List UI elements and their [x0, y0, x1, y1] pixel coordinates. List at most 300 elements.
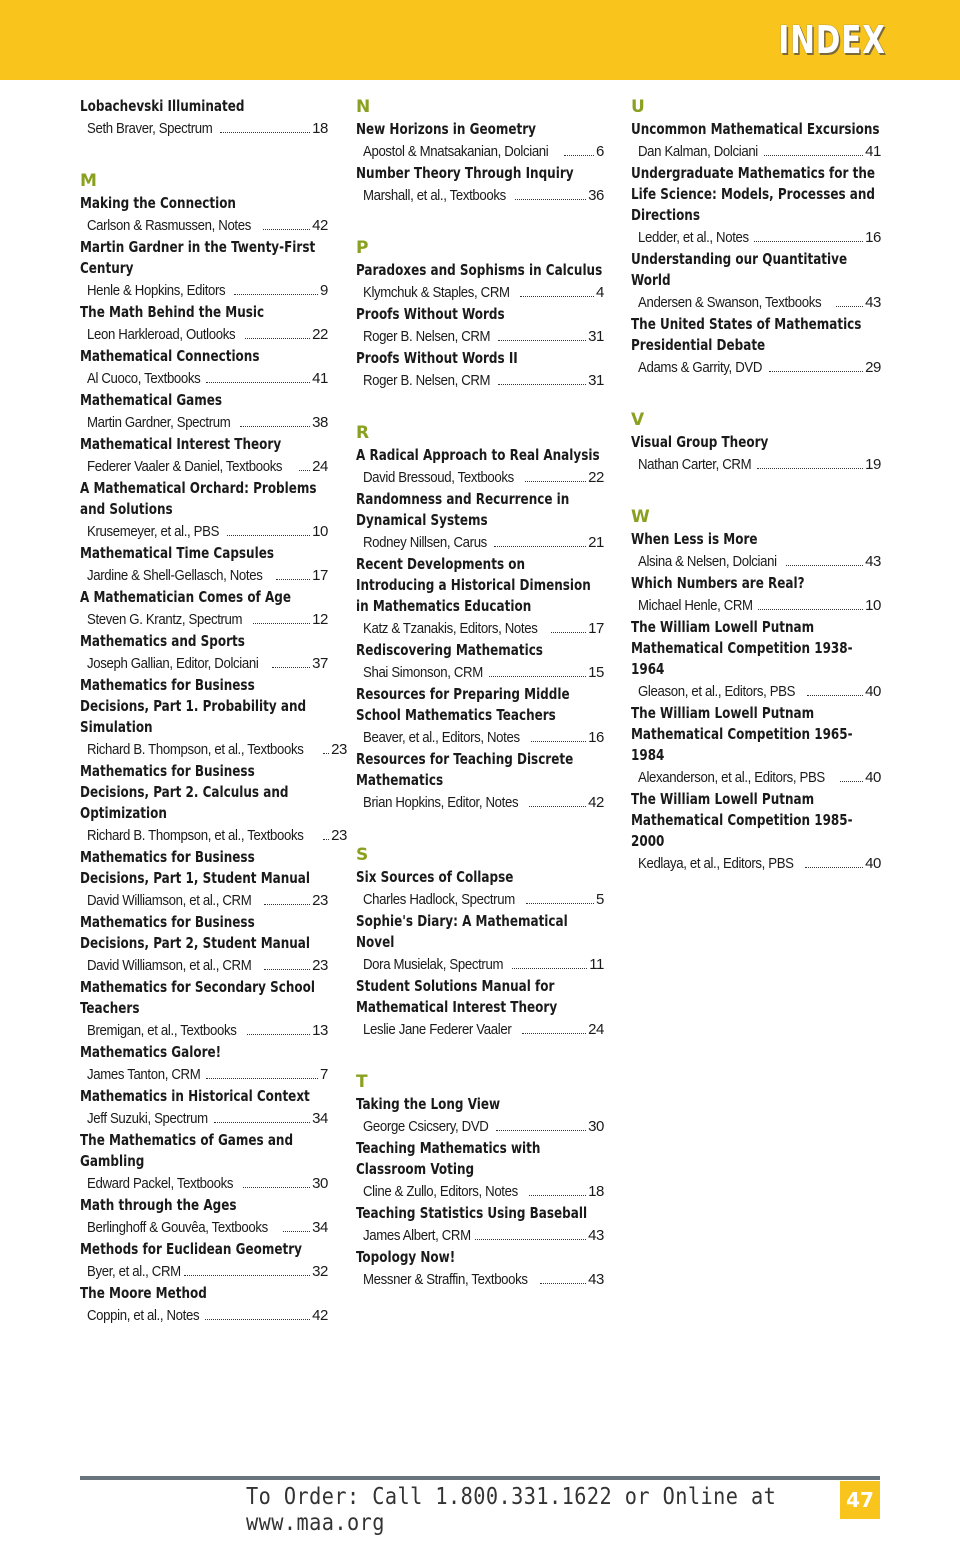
entry-title: Mathematics in Historical Context: [80, 1087, 310, 1105]
entry-title: Recent Developments on Introducing a Historical Dimension in Mathematics Education: [356, 555, 591, 615]
dot-leader: [264, 969, 310, 970]
entry-author: Leslie Jane Federer Vaaler: [363, 1021, 512, 1038]
entry-detail: [631, 140, 881, 163]
entry-detail: [80, 1260, 328, 1283]
entry-detail: [80, 279, 328, 302]
entry-detail: [80, 411, 328, 434]
entry-title: Sophie's Diary: A Mathematical Novel: [356, 912, 568, 951]
entry-detail: [356, 184, 604, 207]
index-entry: [631, 529, 881, 573]
entry-title: Methods for Euclidean Geometry: [80, 1240, 302, 1258]
entry-detail: [356, 531, 604, 554]
entry-title: Mathematical Time Capsules: [80, 544, 274, 562]
entry-author: Shai Simonson, CRM: [363, 664, 483, 681]
dot-leader: [272, 667, 310, 668]
index-entry: [631, 432, 881, 476]
index-entry: [80, 587, 328, 631]
entry-title: Teaching Mathematics with Classroom Voting: [356, 1139, 541, 1178]
section-letter: T: [356, 1072, 368, 1092]
entry-title: The Math Behind the Music: [80, 303, 265, 321]
index-entry: [631, 314, 881, 379]
entry-author: Dan Kalman, Dolciani: [638, 143, 758, 160]
entry-title: Mathematical Connections: [80, 347, 260, 365]
index-entry: [356, 489, 604, 554]
entry-title: Mathematics for Secondary School Teachers: [80, 978, 315, 1017]
entry-author: Jeff Suzuki, Spectrum: [87, 1110, 208, 1127]
index-section: [356, 422, 604, 814]
dot-leader: [299, 470, 310, 471]
entry-page: 43: [588, 1227, 604, 1244]
entry-detail: [80, 889, 328, 912]
dot-leader: [234, 294, 318, 295]
index-entry: [356, 684, 604, 749]
entry-detail: [356, 1224, 604, 1247]
entry-detail: [356, 1180, 604, 1203]
index-entry: [356, 1094, 604, 1138]
entry-title: The United States of Mathematics Presidential Debate: [631, 315, 862, 354]
section-letter: S: [356, 845, 369, 865]
entry-author: Dora Musielak, Spectrum: [363, 956, 504, 973]
dot-leader: [489, 676, 586, 677]
entry-detail: [631, 766, 881, 789]
entry-author: Carlson & Rasmussen, Notes: [87, 217, 251, 234]
index-entry: [356, 1203, 604, 1247]
entry-detail: [80, 1107, 328, 1130]
entry-title: Making the Connection: [80, 194, 236, 212]
index-entry: [80, 478, 328, 543]
entry-title: New Horizons in Geometry: [356, 120, 536, 138]
entry-page: 16: [865, 229, 881, 246]
dot-leader: [184, 1275, 311, 1276]
entry-author: Brian Hopkins, Editor, Notes: [363, 794, 519, 811]
index-section: [631, 96, 881, 379]
index-entry: [80, 390, 328, 434]
index-entry: [356, 119, 604, 163]
entry-page: 22: [312, 326, 328, 343]
entry-detail: [631, 453, 881, 476]
index-entry: [80, 1086, 328, 1130]
dot-leader: [206, 382, 310, 383]
dot-leader: [494, 546, 586, 547]
entry-title: A Mathematician Comes of Age: [80, 588, 291, 606]
entry-page: 12: [312, 611, 328, 628]
entry-page: 23: [312, 957, 328, 974]
entry-title: Taking the Long View: [356, 1095, 501, 1113]
entry-title: Proofs Without Words: [356, 305, 505, 323]
dot-leader: [757, 468, 863, 469]
index-entry: [80, 675, 347, 761]
dot-leader: [243, 1187, 310, 1188]
entry-author: Joseph Gallian, Editor, Dolciani: [87, 655, 259, 672]
index-entry: [631, 617, 881, 703]
entry-page: 18: [588, 1183, 604, 1200]
header-bar: [0, 0, 960, 80]
entry-author: Jardine & Shell-Gellasch, Notes: [87, 567, 263, 584]
entry-author: Bremigan, et al., Textbooks: [87, 1022, 237, 1039]
dot-leader: [758, 609, 863, 610]
dot-leader: [515, 199, 586, 200]
entry-page: 40: [865, 855, 881, 872]
entry-detail: [80, 608, 328, 631]
section-letter: W: [631, 507, 650, 527]
entry-author: Coppin, et al., Notes: [87, 1307, 200, 1324]
index-entry: [80, 434, 328, 478]
index-entry: [80, 847, 328, 912]
dot-leader: [836, 306, 863, 307]
index-entry: [356, 911, 604, 976]
entry-author: Beaver, et al., Editors, Notes: [363, 729, 520, 746]
dot-leader: [496, 1130, 587, 1131]
entry-author: David Williamson, et al., CRM: [87, 957, 252, 974]
index-entry: [631, 789, 881, 875]
entry-detail: [356, 325, 604, 348]
entry-author: Marshall, et al., Textbooks: [363, 187, 506, 204]
index-entry: [356, 304, 604, 348]
entry-page: 31: [588, 328, 604, 345]
entry-detail: [80, 824, 347, 847]
entry-detail: [631, 291, 881, 314]
entry-detail: [80, 323, 328, 346]
entry-page: 7: [320, 1066, 328, 1083]
entry-page: 32: [312, 1263, 328, 1280]
entry-page: 24: [588, 1021, 604, 1038]
entry-author: Gleason, et al., Editors, PBS: [638, 683, 796, 700]
index-entry: [80, 346, 328, 390]
dot-leader: [263, 229, 310, 230]
entry-detail: [356, 140, 604, 163]
entry-detail: [631, 226, 881, 249]
entry-author: Rodney Nillsen, Carus: [363, 534, 487, 551]
dot-leader: [264, 904, 310, 905]
page-number: 47: [840, 1481, 880, 1519]
entry-author: Krusemeyer, et al., PBS: [87, 523, 220, 540]
index-entry: [80, 237, 328, 302]
index-entry: [80, 1130, 328, 1195]
entry-author: David Williamson, et al., CRM: [87, 892, 252, 909]
entry-author: Michael Henle, CRM: [638, 597, 753, 614]
entry-page: 43: [865, 294, 881, 311]
index-entry: [356, 640, 604, 684]
entry-title: Math through the Ages: [80, 1196, 237, 1214]
entry-page: 17: [312, 567, 328, 584]
entry-author: Byer, et al., CRM: [87, 1263, 181, 1280]
entry-title: Uncommon Mathematical Excursions: [631, 120, 880, 138]
index-section: [356, 844, 604, 1041]
entry-title: Teaching Statistics Using Baseball: [356, 1204, 588, 1222]
entry-page: 38: [312, 414, 328, 431]
entry-page: 37: [312, 655, 328, 672]
dot-leader: [769, 371, 863, 372]
entry-title: The Moore Method: [80, 1284, 207, 1302]
entry-author: Cline & Zullo, Editors, Notes: [363, 1183, 518, 1200]
index-entry: [80, 302, 328, 346]
index-column-1: [80, 96, 347, 1357]
entry-title: Number Theory Through Inquiry: [356, 164, 574, 182]
dot-leader: [529, 1195, 586, 1196]
index-entry: [80, 977, 328, 1042]
dot-leader: [220, 132, 311, 133]
entry-page: 16: [588, 729, 604, 746]
entry-detail: [80, 520, 328, 543]
entry-page: 22: [588, 469, 604, 486]
entry-title: The Mathematics of Games and Gambling: [80, 1131, 294, 1170]
entry-detail: [356, 888, 604, 911]
dot-leader: [525, 481, 587, 482]
dot-leader: [206, 1078, 318, 1079]
entry-title: Mathematical Interest Theory: [80, 435, 282, 453]
index-entry: [356, 976, 604, 1041]
entry-detail: [356, 726, 604, 749]
index-entry: [631, 163, 881, 249]
entry-title: The William Lowell Putnam Mathematical Competition 1938-1964: [631, 618, 853, 678]
entry-page: 18: [312, 120, 328, 137]
index-column-3: [631, 96, 881, 905]
section-letter: R: [356, 423, 370, 443]
index-column-2: [356, 96, 604, 1321]
entry-author: James Tanton, CRM: [87, 1066, 201, 1083]
dot-leader: [323, 753, 329, 754]
entry-title: Mathematics for Business Decisions, Part 2. Calculus and Optimization: [80, 762, 289, 822]
entry-detail: [80, 1304, 328, 1327]
entry-title: Undergraduate Mathematics for the Life Science: Models, Processes and Directions: [631, 164, 876, 224]
dot-leader: [475, 1239, 586, 1240]
entry-page: 42: [588, 794, 604, 811]
index-entry: [356, 163, 604, 207]
entry-detail: [356, 791, 604, 814]
entry-page: 6: [596, 143, 604, 160]
entry-page: 30: [588, 1118, 604, 1135]
entry-title: Understanding our Quantitative World: [631, 250, 848, 289]
dot-leader: [240, 426, 310, 427]
entry-page: 19: [865, 456, 881, 473]
index-entry: [631, 703, 881, 789]
entry-page: 29: [865, 359, 881, 376]
entry-author: Nathan Carter, CRM: [638, 456, 752, 473]
index-entry: [80, 1283, 328, 1327]
entry-title: Mathematics Galore!: [80, 1043, 222, 1061]
index-entry: [631, 573, 881, 617]
entry-author: Henle & Hopkins, Editors: [87, 282, 226, 299]
index-section: [80, 96, 328, 140]
entry-title: Mathematics for Business Decisions, Part 1, Student Manual: [80, 848, 311, 887]
entry-page: 36: [588, 187, 604, 204]
dot-leader: [807, 695, 864, 696]
dot-leader: [512, 968, 587, 969]
entry-page: 31: [588, 372, 604, 389]
index-entry: [80, 912, 328, 977]
entry-detail: [631, 852, 881, 875]
entry-page: 34: [312, 1110, 328, 1127]
entry-title: Randomness and Recurrence in Dynamical Systems: [356, 490, 570, 529]
dot-leader: [247, 1034, 310, 1035]
entry-detail: [80, 1216, 328, 1239]
entry-detail: [80, 564, 328, 587]
entry-author: Roger B. Nelsen, CRM: [363, 372, 491, 389]
entry-title: Resources for Teaching Discrete Mathematics: [356, 750, 574, 789]
entry-detail: [631, 680, 881, 703]
index-entry: [631, 119, 881, 163]
dot-leader: [522, 1033, 587, 1034]
dot-leader: [540, 1283, 586, 1284]
entry-author: Berlinghoff & Gouvêa, Textbooks: [87, 1219, 268, 1236]
entry-detail: [80, 652, 328, 675]
entry-author: Klymchuk & Staples, CRM: [363, 284, 510, 301]
dot-leader: [526, 903, 594, 904]
dot-leader: [840, 781, 863, 782]
dot-leader: [564, 155, 594, 156]
section-letter: M: [80, 171, 97, 191]
entry-detail: [80, 1063, 328, 1086]
entry-title: Mathematics for Business Decisions, Part 2, Student Manual: [80, 913, 311, 952]
entry-author: Katz & Tzanakis, Editors, Notes: [363, 620, 538, 637]
entry-detail: [356, 466, 604, 489]
entry-title: Rediscovering Mathematics: [356, 641, 543, 659]
index-entry: [356, 749, 604, 814]
entry-title: Proofs Without Words II: [356, 349, 518, 367]
entry-author: Roger B. Nelsen, CRM: [363, 328, 491, 345]
entry-author: Al Cuoco, Textbooks: [87, 370, 201, 387]
entry-page: 41: [865, 143, 881, 160]
entry-author: Edward Packel, Textbooks: [87, 1175, 234, 1192]
index-section: [356, 96, 604, 207]
index-entry: [80, 543, 328, 587]
entry-author: Seth Braver, Spectrum: [87, 120, 213, 137]
entry-title: Mathematics for Business Decisions, Part 1. Probability and Simulation: [80, 676, 307, 736]
dot-leader: [245, 338, 310, 339]
entry-page: 9: [320, 282, 328, 299]
order-info: To Order: Call 1.800.331.1622 or Online at www.maa.org: [246, 1484, 777, 1536]
index-entry: [356, 1247, 604, 1291]
index-entry: [356, 348, 604, 392]
dot-leader: [283, 1231, 311, 1232]
entry-title: Mathematical Games: [80, 391, 223, 409]
entry-detail: [356, 1268, 604, 1291]
entry-author: Messner & Straffin, Textbooks: [363, 1271, 528, 1288]
entry-title: Which Numbers are Real?: [631, 574, 805, 592]
dot-leader: [805, 867, 863, 868]
entry-title: Student Solutions Manual for Mathematical Interest Theory: [356, 977, 558, 1016]
entry-detail: [356, 1018, 604, 1041]
index-entry: [80, 761, 347, 847]
dot-leader: [205, 1319, 311, 1320]
section-letter: P: [356, 238, 369, 258]
dot-leader: [551, 632, 586, 633]
entry-author: Alexanderson, et al., Editors, PBS: [638, 769, 825, 786]
entry-detail: [356, 661, 604, 684]
entry-title: Paradoxes and Sophisms in Calculus: [356, 261, 603, 279]
entry-detail: [80, 954, 328, 977]
entry-page: 30: [312, 1175, 328, 1192]
dot-leader: [214, 1122, 310, 1123]
entry-author: Martin Gardner, Spectrum: [87, 414, 231, 431]
entry-detail: [356, 369, 604, 392]
entry-page: 10: [865, 597, 881, 614]
index-entry: [80, 1042, 328, 1086]
entry-author: Andersen & Swanson, Textbooks: [638, 294, 822, 311]
dot-leader: [498, 384, 587, 385]
section-letter: U: [631, 97, 645, 117]
entry-author: Ledder, et al., Notes: [638, 229, 749, 246]
index-entry: [80, 193, 328, 237]
entry-page: 5: [596, 891, 604, 908]
entry-author: Alsina & Nelsen, Dolciani: [638, 553, 777, 570]
footer-divider: [80, 1476, 880, 1480]
entry-page: 42: [312, 217, 328, 234]
entry-author: Adams & Garrity, DVD: [638, 359, 763, 376]
entry-author: Richard B. Thompson, et al., Textbooks: [87, 741, 304, 758]
dot-leader: [227, 535, 310, 536]
dot-leader: [498, 340, 587, 341]
entry-page: 10: [312, 523, 328, 540]
entry-title: A Mathematical Orchard: Problems and Solutions: [80, 479, 317, 518]
entry-detail: [356, 617, 604, 640]
entry-page: 21: [588, 534, 604, 551]
entry-detail: [631, 356, 881, 379]
page-title: INDEX: [778, 18, 886, 62]
index-entry: [356, 260, 604, 304]
entry-title: Visual Group Theory: [631, 433, 769, 451]
entry-author: Leon Harkleroad, Outlooks: [87, 326, 236, 343]
index-entry: [356, 867, 604, 911]
entry-detail: [356, 281, 604, 304]
entry-detail: [356, 953, 604, 976]
dot-leader: [764, 155, 863, 156]
section-letter: V: [631, 410, 645, 430]
index-entry: [631, 249, 881, 314]
entry-page: 34: [312, 1219, 328, 1236]
entry-author: James Albert, CRM: [363, 1227, 471, 1244]
entry-detail: [356, 1115, 604, 1138]
entry-page: 41: [312, 370, 328, 387]
index-entry: [80, 1195, 328, 1239]
entry-page: 43: [588, 1271, 604, 1288]
entry-title: Topology Now!: [356, 1248, 456, 1266]
entry-author: Steven G. Krantz, Spectrum: [87, 611, 243, 628]
dot-leader: [323, 839, 329, 840]
entry-page: 4: [596, 284, 604, 301]
index-entry: [356, 554, 604, 640]
dot-leader: [520, 296, 594, 297]
dot-leader: [253, 623, 310, 624]
dot-leader: [531, 741, 586, 742]
entry-detail: [80, 117, 328, 140]
dot-leader: [754, 241, 863, 242]
index-section: [631, 506, 881, 875]
entry-detail: [80, 214, 328, 237]
entry-title: The William Lowell Putnam Mathematical Competition 1985-2000: [631, 790, 853, 850]
entry-page: 23: [312, 892, 328, 909]
entry-detail: [80, 367, 328, 390]
section-letter: N: [356, 97, 371, 117]
index-section: [631, 409, 881, 476]
entry-page: 15: [588, 664, 604, 681]
dot-leader: [529, 806, 586, 807]
entry-title: A Radical Approach to Real Analysis: [356, 446, 600, 464]
entry-page: 24: [312, 458, 328, 475]
entry-author: Federer Vaaler & Daniel, Textbooks: [87, 458, 283, 475]
entry-title: Mathematics and Sports: [80, 632, 245, 650]
entry-title: Lobachevski Illuminated: [80, 97, 245, 115]
index-section: [80, 170, 347, 1327]
index-entry: [356, 1138, 604, 1203]
entry-detail: [80, 455, 328, 478]
entry-page: 40: [865, 769, 881, 786]
entry-author: Charles Hadlock, Spectrum: [363, 891, 515, 908]
entry-page: 17: [588, 620, 604, 637]
index-entry: [80, 1239, 328, 1283]
entry-page: 13: [312, 1022, 328, 1039]
dot-leader: [786, 565, 864, 566]
